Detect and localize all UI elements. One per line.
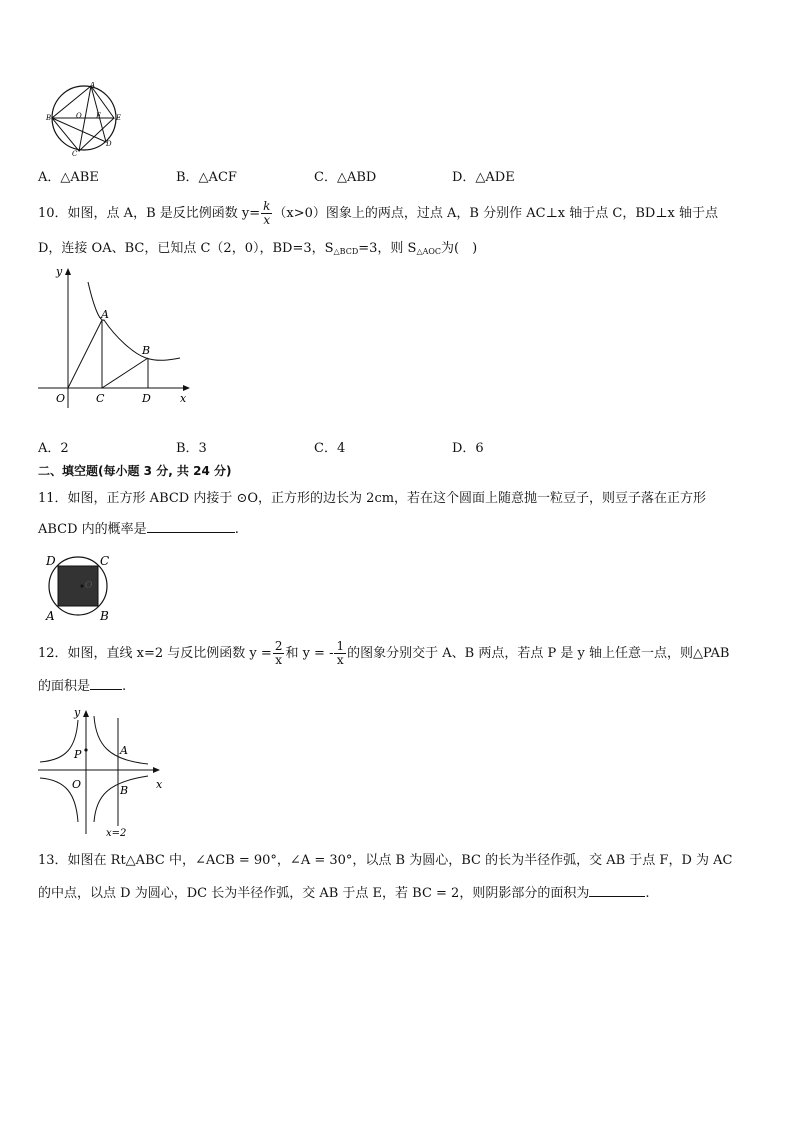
q12-label-b: B	[120, 784, 129, 797]
q12-fraction-2	[334, 640, 346, 667]
q12-mid: 和 y = -	[285, 646, 334, 661]
q11-label-d: D	[46, 554, 56, 568]
q10-sub-aoc: △AOC	[416, 247, 442, 256]
q12-label-x: x	[156, 778, 163, 791]
q10-choice-b[interactable]: B．3	[176, 441, 207, 456]
q9-label-d: D	[106, 140, 112, 148]
q10-line2	[38, 240, 477, 261]
q12-frac1-den: x	[275, 653, 283, 667]
q12-label-p: P	[74, 748, 82, 761]
q12-line1	[38, 640, 729, 667]
q11-label-a: A	[46, 609, 55, 622]
q11-line1: 11．如图，正方形 ABCD 内接于 ⊙O，正方形的边长为 2cm，若在这个圆面上随意抛一粒豆子，则豆子落在正方形	[38, 491, 707, 506]
q9-choice-b[interactable]: B．△ACF	[176, 170, 237, 185]
q12-suffix: 的图象分别交于 A、B 两点，若点 P 是 y 轴上任意一点，则△PAB	[347, 646, 730, 661]
q11-line2-text: ABCD 内的概率是	[38, 522, 147, 537]
q9-choice-c[interactable]: C．△ABD	[314, 170, 377, 185]
q10-label-o: O	[56, 392, 66, 405]
q10-fraction	[261, 200, 272, 227]
q13-line1: 13．如图在 Rt△ABC 中，∠ACB = 90°，∠A = 30°，以点 B 为圆心，BC 的长为半径作弧，交 AB 于点 F，D 为 AC	[38, 853, 733, 868]
q10-suffix: （x>0）图象上的两点，过点 A，B 分别作 AC⊥x 轴于点 C，BD⊥x 轴于点	[273, 206, 719, 221]
q12-frac1-num: 2	[274, 639, 283, 653]
q10-frac-num: k	[263, 199, 271, 213]
q10-line1	[38, 200, 718, 227]
q10-sub-bcd: △BCD	[333, 247, 359, 256]
q9-label-c: C	[72, 150, 78, 158]
q10-frac-den: x	[263, 213, 271, 227]
q12-graph-figure	[36, 704, 168, 840]
q10-line2-c: 为( )	[441, 241, 478, 256]
section-fill-in-title: 二、填空题(每小题 3 分, 共 24 分)	[38, 464, 232, 478]
q12-fraction-1	[273, 640, 285, 667]
q12-frac2-num: 1	[336, 639, 345, 653]
q12-label-y: y	[74, 706, 81, 719]
q9-label-f: F	[96, 112, 101, 120]
q12-line2-text: 的面积是	[38, 679, 91, 694]
q9-choice-a[interactable]: A．△ABE	[38, 170, 99, 185]
q9-choice-d[interactable]: D．△ADE	[452, 170, 515, 185]
q11-line2	[38, 520, 239, 539]
q13-line2	[38, 884, 649, 903]
q10-choice-a[interactable]: A．2	[38, 441, 69, 456]
q10-graph-figure	[34, 262, 194, 410]
q13-end: .	[645, 886, 650, 901]
q12-prefix: 12．如图，直线 x=2 与反比例函数 y =	[38, 646, 272, 661]
q11-label-o: O	[85, 581, 93, 591]
q10-choice-c[interactable]: C．4	[314, 441, 346, 456]
q13-answer-blank[interactable]	[589, 884, 645, 897]
q10-label-y: y	[56, 265, 63, 278]
q10-label-x: x	[180, 392, 187, 405]
q11-answer-blank[interactable]	[147, 520, 235, 533]
q9-label-b: B	[46, 114, 52, 122]
q10-choice-d[interactable]: D．6	[452, 441, 484, 456]
q12-line2	[38, 677, 126, 696]
q12-label-o: O	[72, 778, 82, 791]
q10-line2-b: =3，则 S	[358, 241, 417, 256]
q12-frac2-den: x	[336, 653, 344, 667]
q12-answer-blank[interactable]	[90, 677, 122, 690]
q10-prefix: 10．如图，点 A，B 是反比例函数 y=	[38, 206, 261, 221]
q11-label-b: B	[100, 609, 109, 622]
q11-square-circle-figure	[42, 550, 114, 622]
q12-end: .	[122, 679, 127, 694]
q9-label-o: O	[76, 112, 82, 120]
q9-circle-figure	[44, 82, 124, 158]
q10-label-c: C	[96, 392, 105, 405]
q10-line2-a: D，连接 OA、BC，已知点 C（2，0），BD=3，S	[38, 241, 334, 256]
q9-label-a: A	[90, 82, 96, 89]
q11-end: .	[234, 522, 239, 537]
q10-label-a: A	[101, 308, 109, 321]
q11-label-c: C	[100, 554, 110, 568]
q12-label-a: A	[120, 744, 128, 757]
q10-label-b: B	[142, 344, 151, 357]
q10-label-d: D	[142, 392, 151, 405]
q12-label-line: x=2	[106, 828, 127, 839]
q13-line2-text: 的中点，以点 D 为圆心，DC 长为半径作弧，交 AB 于点 E，若 BC = 2，则阴影部分的面积为	[38, 886, 590, 901]
q9-label-e: E	[116, 114, 122, 122]
